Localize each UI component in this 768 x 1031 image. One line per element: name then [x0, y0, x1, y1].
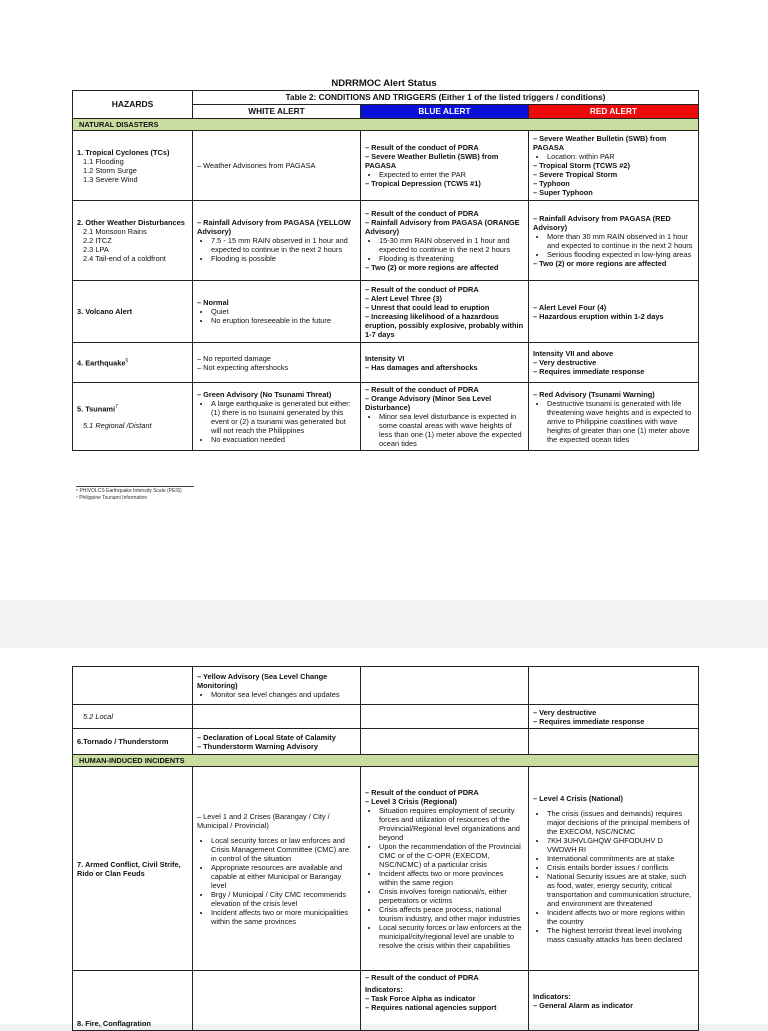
table-row: [73, 667, 699, 705]
white-cell: – Normal • Quiet • No eruption foreseeable in the future: [193, 281, 361, 343]
section-natural-disasters: NATURAL DISASTERS: [73, 119, 699, 131]
table-row: [73, 767, 699, 971]
hazard-cell: 3. Volcano Alert: [73, 281, 193, 343]
hazard-cell: 2. Other Weather Disturbances 2.1 Monsoon Rains 2.2 ITCZ 2.3 LPA 2.4 Tail-end of a coldfront: [73, 201, 193, 281]
red-cell: – Very destructive – Requires immediate response: [529, 705, 699, 729]
alert-status-table-continued: [72, 666, 699, 1031]
table-row: [73, 281, 699, 343]
red-cell: – Rainfall Advisory from PAGASA (RED Advisory) • More than 30 mm RAIN observed in 1 hour and expected to continue in the next 2 hours • Serious flooding expected in low-lying areas – Two (2) or more regions are affected: [529, 201, 699, 281]
document-page-2: [0, 648, 768, 1028]
blue-cell: – Result of the conduct of PDRA Indicators: – Task Force Alpha as indicator – Requires national agencies support: [361, 971, 529, 1031]
table-row: [73, 971, 699, 1031]
red-cell: – Severe Weather Bulletin (SWB) from PAGASA • Location: within PAR – Tropical Storm (TCWS #2) – Severe Tropical Storm – Typhoon – Super Typhoon: [529, 131, 699, 201]
document-title: NDRRMOC Alert Status: [331, 78, 437, 89]
alert-status-table: [72, 90, 699, 451]
white-cell: – Yellow Advisory (Sea Level Change Monitoring) • Monitor sea level changes and updates: [193, 667, 361, 705]
table-row: [73, 383, 699, 451]
footnotes: [76, 486, 194, 502]
hazard-cell: 6.Tornado / Thunderstorm: [73, 729, 193, 755]
hazard-cell: 5.2 Local: [73, 705, 193, 729]
table-row: [73, 705, 699, 729]
hazard-cell: 7. Armed Conflict, Civil Strife, Rido or Clan Feuds: [73, 767, 193, 971]
section-human-induced: HUMAN-INDUCED INCIDENTS: [73, 755, 699, 767]
blue-cell: – Result of the conduct of PDRA – Level 3 Crisis (Regional) • Situation requires employment of security forces and utilization of resources of the Provincial/Regional level organizations and beyond • Upon the recommendation of the Provincial CMC or of the C-OPR (EXECOM, NSC/NCMC) of a particular crisis • Incident affects two or more provinces within the same region • Crisis involves foreign national/s, either perpetrators or victims • Crisis affects peace process, national tourism industry, and other major industries • Local security forces or law enforcers at the municipal/city/regional level are unable to resolve the crisis within their capabilities: [361, 767, 529, 971]
table-row: [73, 343, 699, 383]
table-row: [73, 131, 699, 201]
hazard-cell: 5. Tsunami$^7$ 5.1 Regional /Distant: [73, 383, 193, 451]
white-cell: – Level 1 and 2 Crises (Barangay / City / Municipal / Provincial) • Local security forces or law enforces and Crisis Management Committee (CMC) are in control of the situation • Appropriate resources are available and capable at either Municipal or Barangay level • Brgy / Municipal / City CMC recommends elevation of the crisis level • Incident affects two or more municipalities within the same provinces: [193, 767, 361, 971]
footnote-rule: [76, 486, 194, 487]
white-alert-header: WHITE ALERT: [193, 105, 361, 119]
table-row: [73, 729, 699, 755]
blue-alert-header: BLUE ALERT: [361, 105, 529, 119]
red-cell: – Alert Level Four (4) – Hazardous eruption within 1-2 days: [529, 281, 699, 343]
footnote-7: ⁷ Philippine Tsunami Information: [76, 495, 148, 501]
red-cell: Indicators: – General Alarm as indicator: [529, 971, 699, 1031]
red-cell: Intensity VII and above – Very destructive – Requires immediate response: [529, 343, 699, 383]
table-caption: Table 2: CONDITIONS AND TRIGGERS (Either 1 of the listed triggers / conditions): [193, 91, 699, 105]
white-cell: – Declaration of Local State of Calamity – Thunderstorm Warning Advisory: [193, 729, 361, 755]
blue-cell: – Result of the conduct of PDRA – Rainfall Advisory from PAGASA (ORANGE Advisory) • 15-30 mm RAIN observed in 1 hour and expected to continue in the next 2 hours • Flooding is threatening – Two (2) or more regions are affected: [361, 201, 529, 281]
table-row: [73, 201, 699, 281]
hazard-cell: 4. Earthquake$^6$: [73, 343, 193, 383]
blue-cell: – Result of the conduct of PDRA – Alert Level Three (3) – Unrest that could lead to eruption – Increasing likelihood of a hazardous eruption, possibly explosive, probably within 1-7 days: [361, 281, 529, 343]
white-cell: – Weather Advisories from PAGASA: [193, 131, 361, 201]
blue-cell: – Result of the conduct of PDRA – Severe Weather Bulletin (SWB) from PAGASA • Expected to enter the PAR – Tropical Depression (TCWS #1): [361, 131, 529, 201]
red-cell: – Red Advisory (Tsunami Warning) • Destructive tsunami is generated with life threatening wave heights and is expected to arrive to Philippine coastlines with wave heights of greater than one (1) meter above the expected ocean tides: [529, 383, 699, 451]
white-cell: – No reported damage – Not expecting aftershocks: [193, 343, 361, 383]
white-cell: – Green Advisory (No Tsunami Threat) • A large earthquake is generated but either: (1) there is no tsunami generated by this event or (2) a tsunami was generated but will not reach the Philippines • No evacuation needed: [193, 383, 361, 451]
white-cell: – Rainfall Advisory from PAGASA (YELLOW Advisory) • 7.5 - 15 mm RAIN observed in 1 hour and expected to continue in the next 2 hours • Flooding is possible: [193, 201, 361, 281]
hazard-cell: 8. Fire, Conflagration: [73, 971, 193, 1031]
blue-cell: – Result of the conduct of PDRA – Orange Advisory (Minor Sea Level Disturbance) • Minor sea level disturbance is expected in some coastal areas with wave heights of less than one (1) meter above the expected ocean tides: [361, 383, 529, 451]
hazard-cell: 1. Tropical Cyclones (TCs) 1.1 Flooding 1.2 Storm Surge 1.3 Severe Wind: [73, 131, 193, 201]
footnote-6: ⁶ PHIVOLCS Earthquake Intensity Scale (PEIS): [76, 488, 182, 494]
blue-cell: Intensity VI – Has damages and aftershocks: [361, 343, 529, 383]
red-alert-header: RED ALERT: [529, 105, 699, 119]
hazards-header: HAZARDS: [73, 91, 193, 119]
red-cell: – Level 4 Crisis (National) • The crisis (issues and demands) requires major decisions of the principal members of the EXECOM, NSC/NCMC • 7KH 3UHVLGHQW GHFODUHV D VWDWH RI • International commitments are at stake • Crisis entails border issues / conflicts • National Security issues are at stake, such as food, water, energy security, critical transportation and communication structure, and environment are threatened • Incident affects two or more regions within the country • The highest terrorist threat level involving mass casualty attacks has been declared: [529, 767, 699, 971]
